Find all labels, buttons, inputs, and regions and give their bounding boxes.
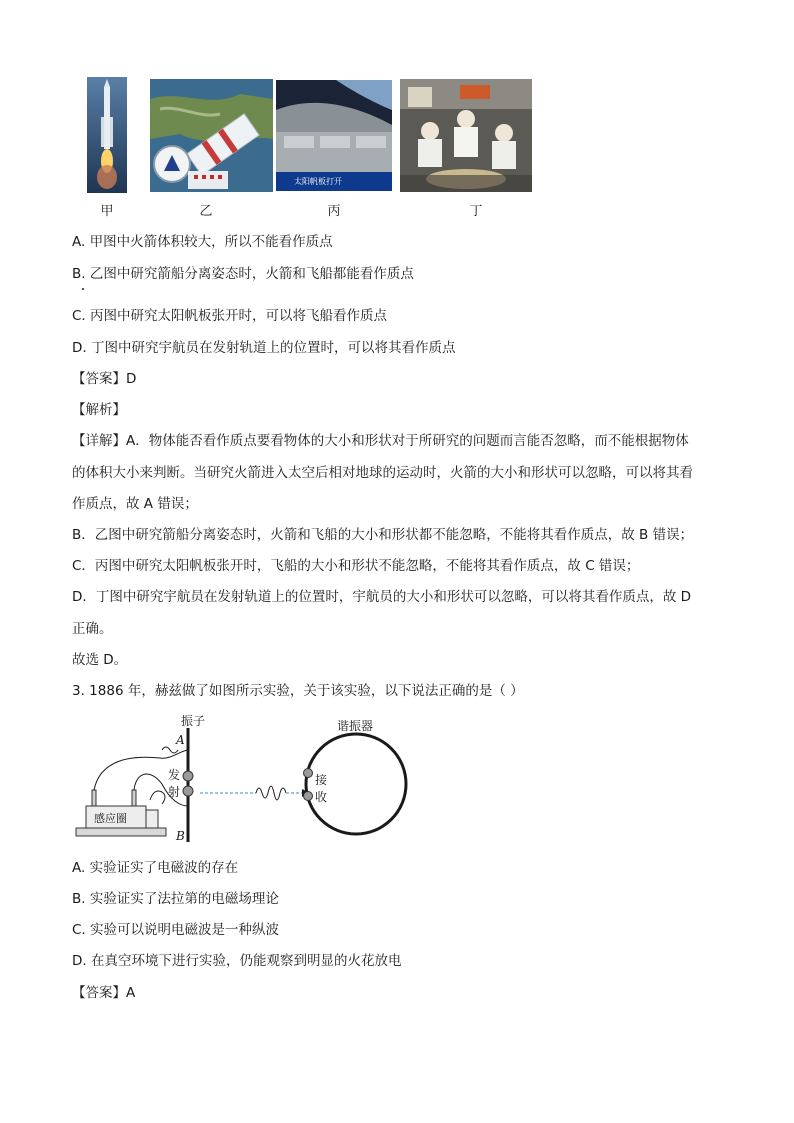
q2-detail-4: B．乙图中研究箭船分离姿态时，火箭和飞船的大小和形状都不能忽略，不能将其看作质点，故 B 错误； <box>72 527 694 543</box>
q2-detail-8: 故选 D。 <box>72 652 128 668</box>
q2-detail-6: D．丁图中研究宇航员在发射轨道上的位置时，宇航员的大小和形状可以忽略，可以将其看作质点，故 D <box>72 589 692 605</box>
label-receive-1: 接 <box>315 773 328 787</box>
photo-yi-separation <box>150 79 273 192</box>
label-resonator: 谐振器 <box>337 719 374 733</box>
q3-option-a: A. 实验证实了电磁波的存在 <box>72 860 239 876</box>
q2-detail-7: 正确。 <box>72 621 113 637</box>
label-point-a: A <box>176 733 185 747</box>
caption-ding: 丁 <box>469 204 483 219</box>
q3-option-d: D. 在真空环境下进行实验，仍能观察到明显的火花放电 <box>72 953 402 969</box>
q2-detail-1: 【详解】A．物体能否看作质点要看物体的大小和形状对于所研究的问题而言能否忽略，而不能根据物体 <box>72 433 689 449</box>
label-oscillator: 振子 <box>181 714 206 728</box>
q3-stem: 3. 1886 年，赫兹做了如图所示实验，关于该实验，以下说法正确的是（ ） <box>72 683 524 699</box>
label-induction-coil: 感应圈 <box>94 812 127 825</box>
answer-label: 【答案】 <box>72 985 126 1001</box>
q3-option-b: B. 实验证实了法拉第的电磁场理论 <box>72 891 279 907</box>
q2-analysis-label: 【解析】 <box>72 402 126 418</box>
q2-detail-3: 作质点，故 A 错误； <box>72 496 198 512</box>
answer-value: D <box>126 371 137 387</box>
stray-dot <box>82 288 84 290</box>
q2-option-a: A. 甲图中火箭体积较大，所以不能看作质点 <box>72 234 333 250</box>
caption-yi: 乙 <box>199 204 213 219</box>
label-emit-1: 发 <box>168 768 181 782</box>
q2-option-b: B. 乙图中研究箭船分离姿态时，火箭和飞船都能看作质点 <box>72 266 414 282</box>
panel-banner-text: 太阳帆板打开 <box>294 177 342 186</box>
label-receive-2: 收 <box>315 790 328 804</box>
q2-detail-5: C．丙图中研究太阳帆板张开时，飞船的大小和形状不能忽略，不能将其看作质点，故 C 错误； <box>72 558 640 574</box>
label-emit-2: 射 <box>168 785 181 799</box>
q3-answer <box>72 983 135 1003</box>
answer-label: 【答案】 <box>72 371 126 387</box>
label-point-b: B <box>176 829 185 843</box>
q2-detail-2: 的体积大小来判断。当研究火箭进入太空后相对地球的运动时，火箭的大小和形状可以忽略，可以将其看 <box>72 465 693 481</box>
answer-value: A <box>126 985 136 1001</box>
photo-bing-solar-panel <box>276 80 392 191</box>
photo-jia-rocket <box>87 77 127 193</box>
q3-option-c: C. 实验可以说明电磁波是一种纵波 <box>72 922 280 938</box>
q2-answer <box>72 369 136 389</box>
q2-option-c: C. 丙图中研究太阳帆板张开时，可以将飞船看作质点 <box>72 308 388 324</box>
caption-bing: 丙 <box>327 204 341 219</box>
photo-ding-astronauts <box>400 79 532 192</box>
q2-option-d: D. 丁图中研究宇航员在发射轨道上的位置时，可以将其看作质点 <box>72 340 456 356</box>
caption-jia: 甲 <box>100 204 114 219</box>
